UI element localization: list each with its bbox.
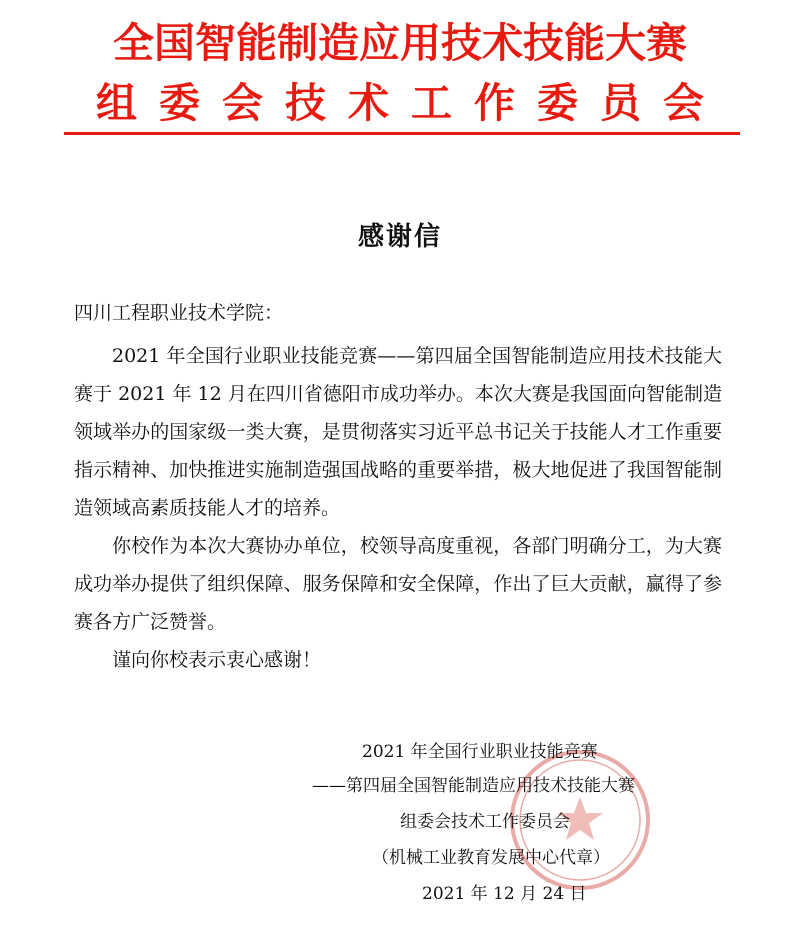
letter-title: 感谢信 (357, 222, 442, 252)
letterhead-title-line1: 全国智能制造应用技术技能大赛 (113, 19, 687, 67)
signature-date: 2021 年 12 月 24 日 (422, 884, 587, 904)
letterhead-title-line2: 组委会技术工作委员会 (96, 79, 726, 127)
letterhead-divider (64, 132, 740, 135)
signature-org-line3: 组委会技术工作委员会 (400, 812, 570, 832)
body-paragraph: 2021 年全国行业职业技能竞赛——第四届全国智能制造应用技术技能大赛于 2021 年 12 月在四川省德阳市成功举办。本次大赛是我国面向智能制造领域举办的国家级一类大赛，是贯彻落实习近平总书记关于技能人才工作重要指示精神、加快推进实施制造强国战略的重要举措，极大地促进了我国智能制造领域高素质技能人才的培养。 (74, 345, 722, 519)
signature-seal-note: （机械工业教育发展中心代章） (372, 848, 610, 868)
salutation: 四川工程职业技术学院： (74, 302, 284, 324)
letterhead (0, 0, 800, 140)
body-paragraph: 谨向你校表示衷心感谢！ (112, 649, 322, 671)
signature-org-line2: ——第四届全国智能制造应用技术技能大赛 (312, 776, 635, 796)
signature-org-line1: 2021 年全国行业职业技能竞赛 (362, 742, 598, 762)
body-paragraph: 你校作为本次大赛协办单位，校领导高度重视，各部门明确分工，为大赛成功举办提供了组织保障、服务保障和安全保障，作出了巨大贡献，赢得了参赛各方广泛赞誉。 (74, 535, 722, 633)
letter-body (74, 337, 722, 679)
